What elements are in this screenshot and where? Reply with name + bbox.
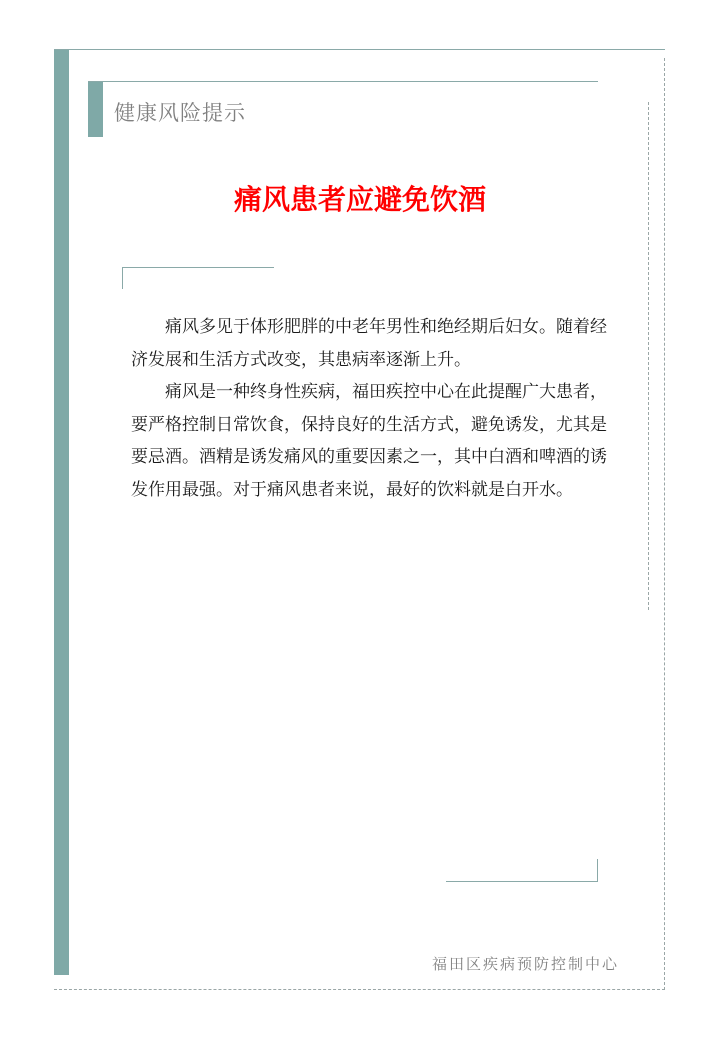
section-header-accent-bar	[88, 81, 103, 137]
article-paragraph: 痛风多见于体形肥胖的中老年男性和绝经期后妇女。随着经济发展和生活方式改变，其患病率逐渐上升。	[131, 317, 607, 370]
corner-bracket-bottom-right-vertical	[597, 859, 598, 882]
corner-bracket-bottom-right	[446, 881, 598, 882]
article-body	[131, 311, 616, 506]
article-title: 痛风患者应避免饮酒	[233, 183, 486, 216]
top-border-line	[54, 49, 665, 50]
footer-organization: 福田区疾病预防控制中心	[432, 955, 620, 973]
section-header-line	[88, 81, 598, 82]
corner-bracket-top-left	[122, 267, 274, 268]
section-label: 健康风险提示	[114, 101, 246, 125]
outer-dashed-border-bottom	[54, 989, 665, 990]
article-paragraph: 痛风是一种终身性疾病，福田疾控中心在此提醒广大患者，要严格控制日常饮食，保持良好的生活方式，避免诱发，尤其是要忌酒。酒精是诱发痛风的重要因素之一，其中白酒和啤酒的诱发作用最强。对于痛风患者来说，最好的饮料就是白开水。	[131, 382, 607, 500]
corner-bracket-top-left-vertical	[122, 267, 123, 289]
